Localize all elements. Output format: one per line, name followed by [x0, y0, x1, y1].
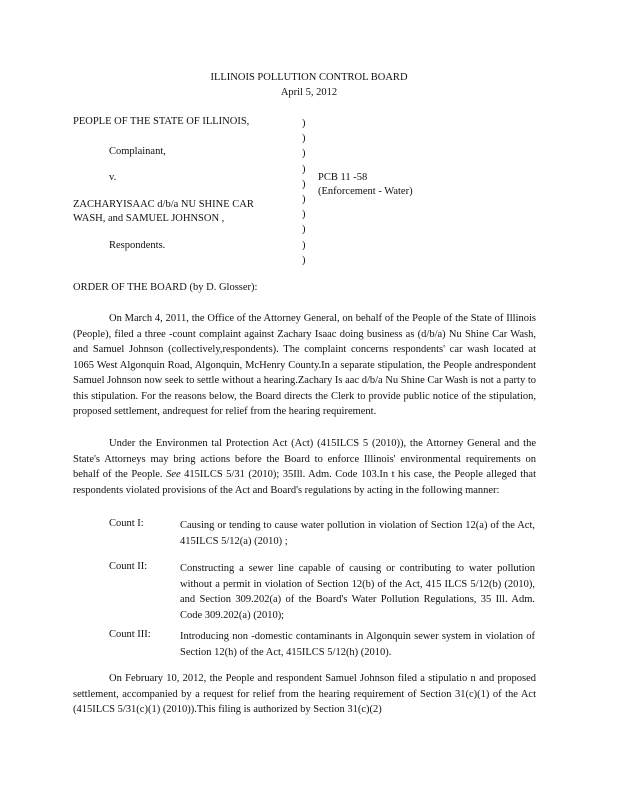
count-text: Causing or tending to cause water pollution in violation of Section 12(a) of the Act, 415ILCS 5/12(a) (2010) ;: [180, 520, 535, 547]
caption-paren: ): [302, 224, 306, 236]
paragraph-filing: [73, 671, 536, 718]
see-signal: See: [166, 469, 181, 480]
case-number: PCB 11 -58: [318, 172, 368, 183]
caption-paren: ): [302, 178, 306, 190]
order-date: April 5, 2012: [280, 87, 338, 98]
respondent-role: Respondents.: [109, 240, 166, 251]
count-text: Constructing a sewer line capable of causing or contributing to water pollution without a permit in violation of Section 12(b) of the Act, 415 ILCS 5/12(b) (2010), and Section 309.202(a) of the Board's Water Pollution Regulations, 35 Ill. Adm. Code 309.202(a) (2010);: [180, 563, 535, 621]
caption-paren: ): [302, 133, 306, 145]
caption-paren: ): [302, 209, 306, 221]
complainant-party: PEOPLE OF THE STATE OF ILLINOIS,: [73, 116, 250, 127]
versus-label: v.: [109, 172, 117, 183]
board-title: ILLINOIS POLLUTION CONTROL BOARD: [210, 72, 408, 83]
paragraph-authority-text: Under the Environmen tal Protection Act (Act) (415ILCS 5 (2010)), the Attorney General and the State's Attorneys may bring actions before the Board to enforce Illinois' environmental requirements on behalf of the People.: [73, 438, 536, 480]
count-label: Count II:: [109, 561, 148, 572]
caption-paren: ): [302, 163, 306, 175]
paragraph-intro: [73, 311, 536, 420]
complainant-role: Complainant,: [109, 146, 166, 157]
case-type: (Enforcement - Water): [318, 186, 413, 197]
caption-parentheses: [302, 116, 306, 268]
count-label: Count III:: [109, 629, 151, 640]
caption-paren: ): [302, 239, 306, 251]
respondent-name-line1: ZACHARYISAAC d/b/a NU SHINE CAR: [73, 199, 254, 210]
caption-paren: ): [302, 148, 306, 160]
paragraph-intro-text: On March 4, 2011, the Office of the Attorney General, on behalf of the People of the State of Illinois (People), filed a three -count complaint against Zachary Isaac doing business as (d/b/a) Nu Shine Car Wash, and Samuel Johnson (collectively,respondents). The complaint concerns respondents' car wash located at 1065 West Algonquin Road, Algonquin, McHenry County.In a separate stipulation, the People andrespondent Samuel Johnson now seek to settle without a hearing.Zachary Is aac d/b/a Nu Shine Car Wash is not a party to this stipulation. For the reasons below, the Board directs the Clerk to provide public notice of the stipulation, proposed settlement, andrequest for relief from the hearing requirement.: [73, 313, 536, 417]
count-label: Count I:: [109, 518, 144, 529]
caption-paren: ): [302, 194, 306, 206]
caption-paren: ): [302, 254, 306, 266]
count-text: Introducing non -domestic contaminants in Algonquin sewer system in violation of Section 12(h) of the Act, 415ILCS 5/12(h) (2010).: [180, 631, 535, 658]
paragraph-filing-text: On February 10, 2012, the People and respondent Samuel Johnson filed a stipulatio n and proposed settlement, accompanied by a request for relief from the hearing requirement of Section 31(c)(1) of the Act (415ILCS 5/31(c)(1) (2010)).This filing is authorized by Section 31(c)(2): [73, 673, 536, 715]
paragraph-authority-citation: 415ILCS 5/31 (2010); 35Ill. Adm. Code 103.In t his case, the People alleged that respondents violated provisions of the Act and Board's regulations by acting in the following manner:: [73, 469, 536, 496]
caption-paren: ): [302, 118, 306, 129]
order-heading: ORDER OF THE BOARD (by D. Glosser):: [73, 282, 258, 293]
paragraph-authority: [73, 436, 536, 498]
respondent-name-line2: WASH, and SAMUEL JOHNSON ,: [73, 213, 225, 224]
